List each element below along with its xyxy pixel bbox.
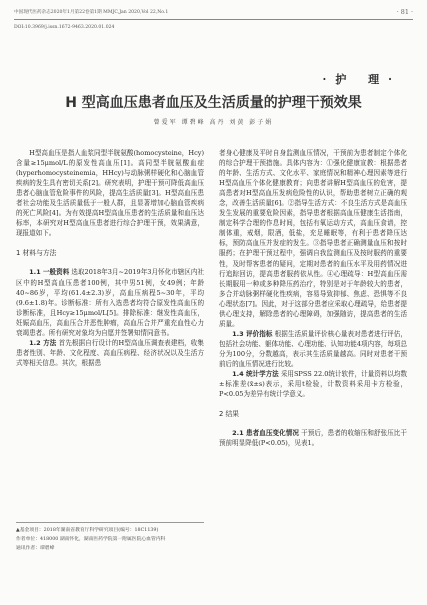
page-number: · 81 · (396, 8, 413, 16)
header-rule (14, 19, 413, 20)
method-text: 首先根据自行设计的H型高血压调查表建档，收集患者性别、年龄、文化程度、高血压病程、经济状况以及生活方式等相关信息。其次，根据患 (16, 338, 204, 367)
correspondence-note: 通讯作者：谭碧峰 (16, 545, 55, 551)
bp-change-text: 干预后，患者的收缩压和舒张压比干预前明显降低(P<0.05)，见表1。 (219, 429, 407, 448)
heading-materials-methods: 1 材料与方法 (16, 249, 57, 258)
subheading-general-data: 1.1 一般资料 (29, 268, 70, 277)
subheading-statistics: 1.4 统计学方法 (232, 370, 279, 379)
left-column (16, 148, 204, 368)
intervention-paragraph: 者身心健康及平时自身监测血压情况，干预前为患者制定个体化的综合护理干预措施。具体内容为：①强化健康宣教：根据患者的年龄、生活方式、文化水平、家庭情况和精神心理因素等进行H型高血压个体化健康教育；向患者讲解H型高血压的危害，提高患者对H型高血压发病危险性的认识，帮助患者树立正确的观念，改善生活质量[6]。②指导生活方式：不良生活方式是高血压发生发展的重要危险因素，指导患者根据高血压健康生活指南，制定科学合理的作息时间，包括有氧运动方式，高血压食谱，控制体重，戒烟，限酒，低盐，充足睡眠等，有利于患者降压达标，预防高血压并发症的发生。③指导患者正确测量血压和按时服药；在护理干预过程中，强调自我监测血压及按时服药的重要性，及时帮客患者的疑问，定期对患者的血压水平及用药情况进行追踪回访，提高患者服药依从性。④心理疏导：H型高血压需长期服用一种或多种降压药治疗，特别是对于年龄较大的患者，多合并动脉粥样硬化性疾病，容易导致抑郁、焦虑、恐惧等不良心理状态[7]。因此，对于这部分患者应采取心理疏导，给患者提供心理支持，解除患者的心理障碍，加强随访，提高患者的生活质量。 (219, 149, 407, 328)
heading-results: 2 结果 (219, 410, 240, 419)
statistics-text: 采用SPSS 22.0统计软件，计量资料以均数±标准差(x̄±s)表示，采用t检验，计数资料采用卡方检验，P<0.05为差异有统计学意义。 (219, 370, 407, 399)
section-tag: ·护 理· (322, 73, 401, 86)
intro-paragraph: H型高血压是指人血浆同型半胱氨酸(homocysteine，Hcy)含量≥15μmol/L的原发性高血压[1]。高同型半胱氨酸血症(hyperhomocysteinemia，HHcy)与动脉粥样硬化和心脑血管疾病的发生具有密切关系[2]。研究表明，护理干预可降低高血压患者心脑血管危险事件的风险，提高生活质量[3]。H型高血压患者社会功能及生活质量低于一般人群，且显著增加心脑血管疾病的死亡风险[4]。为有效提高H型高血压患者的生活质量和血压达标率，本研究对H型高血压患者进行综合护理干预，效果满意，现报道如下。 (16, 149, 204, 238)
affiliation-note: 作者单位：418000 湖南怀化，湖南医药学院第一附属医院心血管内科 (16, 536, 166, 542)
footnote (16, 522, 204, 553)
subheading-bp-change: 2.1 患者血压变化情况 (232, 429, 299, 438)
doi: DOI:10.3969/j.issn.1672-9463.2020.01.024 (14, 25, 115, 30)
subheading-evaluation: 1.3 评价指标 (232, 329, 273, 338)
subheading-method: 1.2 方法 (29, 338, 57, 347)
fund-note: ▲基金项目：2018年湖南省教育厅科学研究项目(编号：18C1139) (16, 528, 159, 533)
general-data-text: 选取2018年3月~2019年3月怀化市辖区内社区中的H型高血压患者100例，其中男51例，女49例；年龄40~86岁，平均(61.4±2.3)岁，高血压病程5~30年，平均(9.6±1.8)年。诊断标准：所有入选患者均符合原发性高血压的诊断标准，且Hcy≥15μmol/L[5]。排除标准：继发性高血压，妊娠高血压，高血压合并恶性肿瘤，高血压合并严重充血性心力衰竭患者。所有研究对象均为自愿并签署知情同意书。 (16, 268, 204, 337)
evaluation-text: 根据生活质量评价核心量表对患者进行评估，包括社会功能、躯体功能、心理功能、认知功能4项内容，每项总分为100分，分数越高，表示其生活质量越高。同时对患者干预前后的血压情况进行比较。 (219, 329, 407, 368)
right-column (219, 148, 407, 448)
article-title: H 型高血压患者血压及生活质量的护理干预效果 (65, 95, 362, 111)
journal-header: 中国现代医药杂志2020年1月第22卷第1期 MMJC,Jan 2020,Vol 22,No.1 (14, 10, 169, 15)
authors: 曾爱军 谭碧峰 高丹 刘黄 彭子娟 (153, 119, 274, 126)
